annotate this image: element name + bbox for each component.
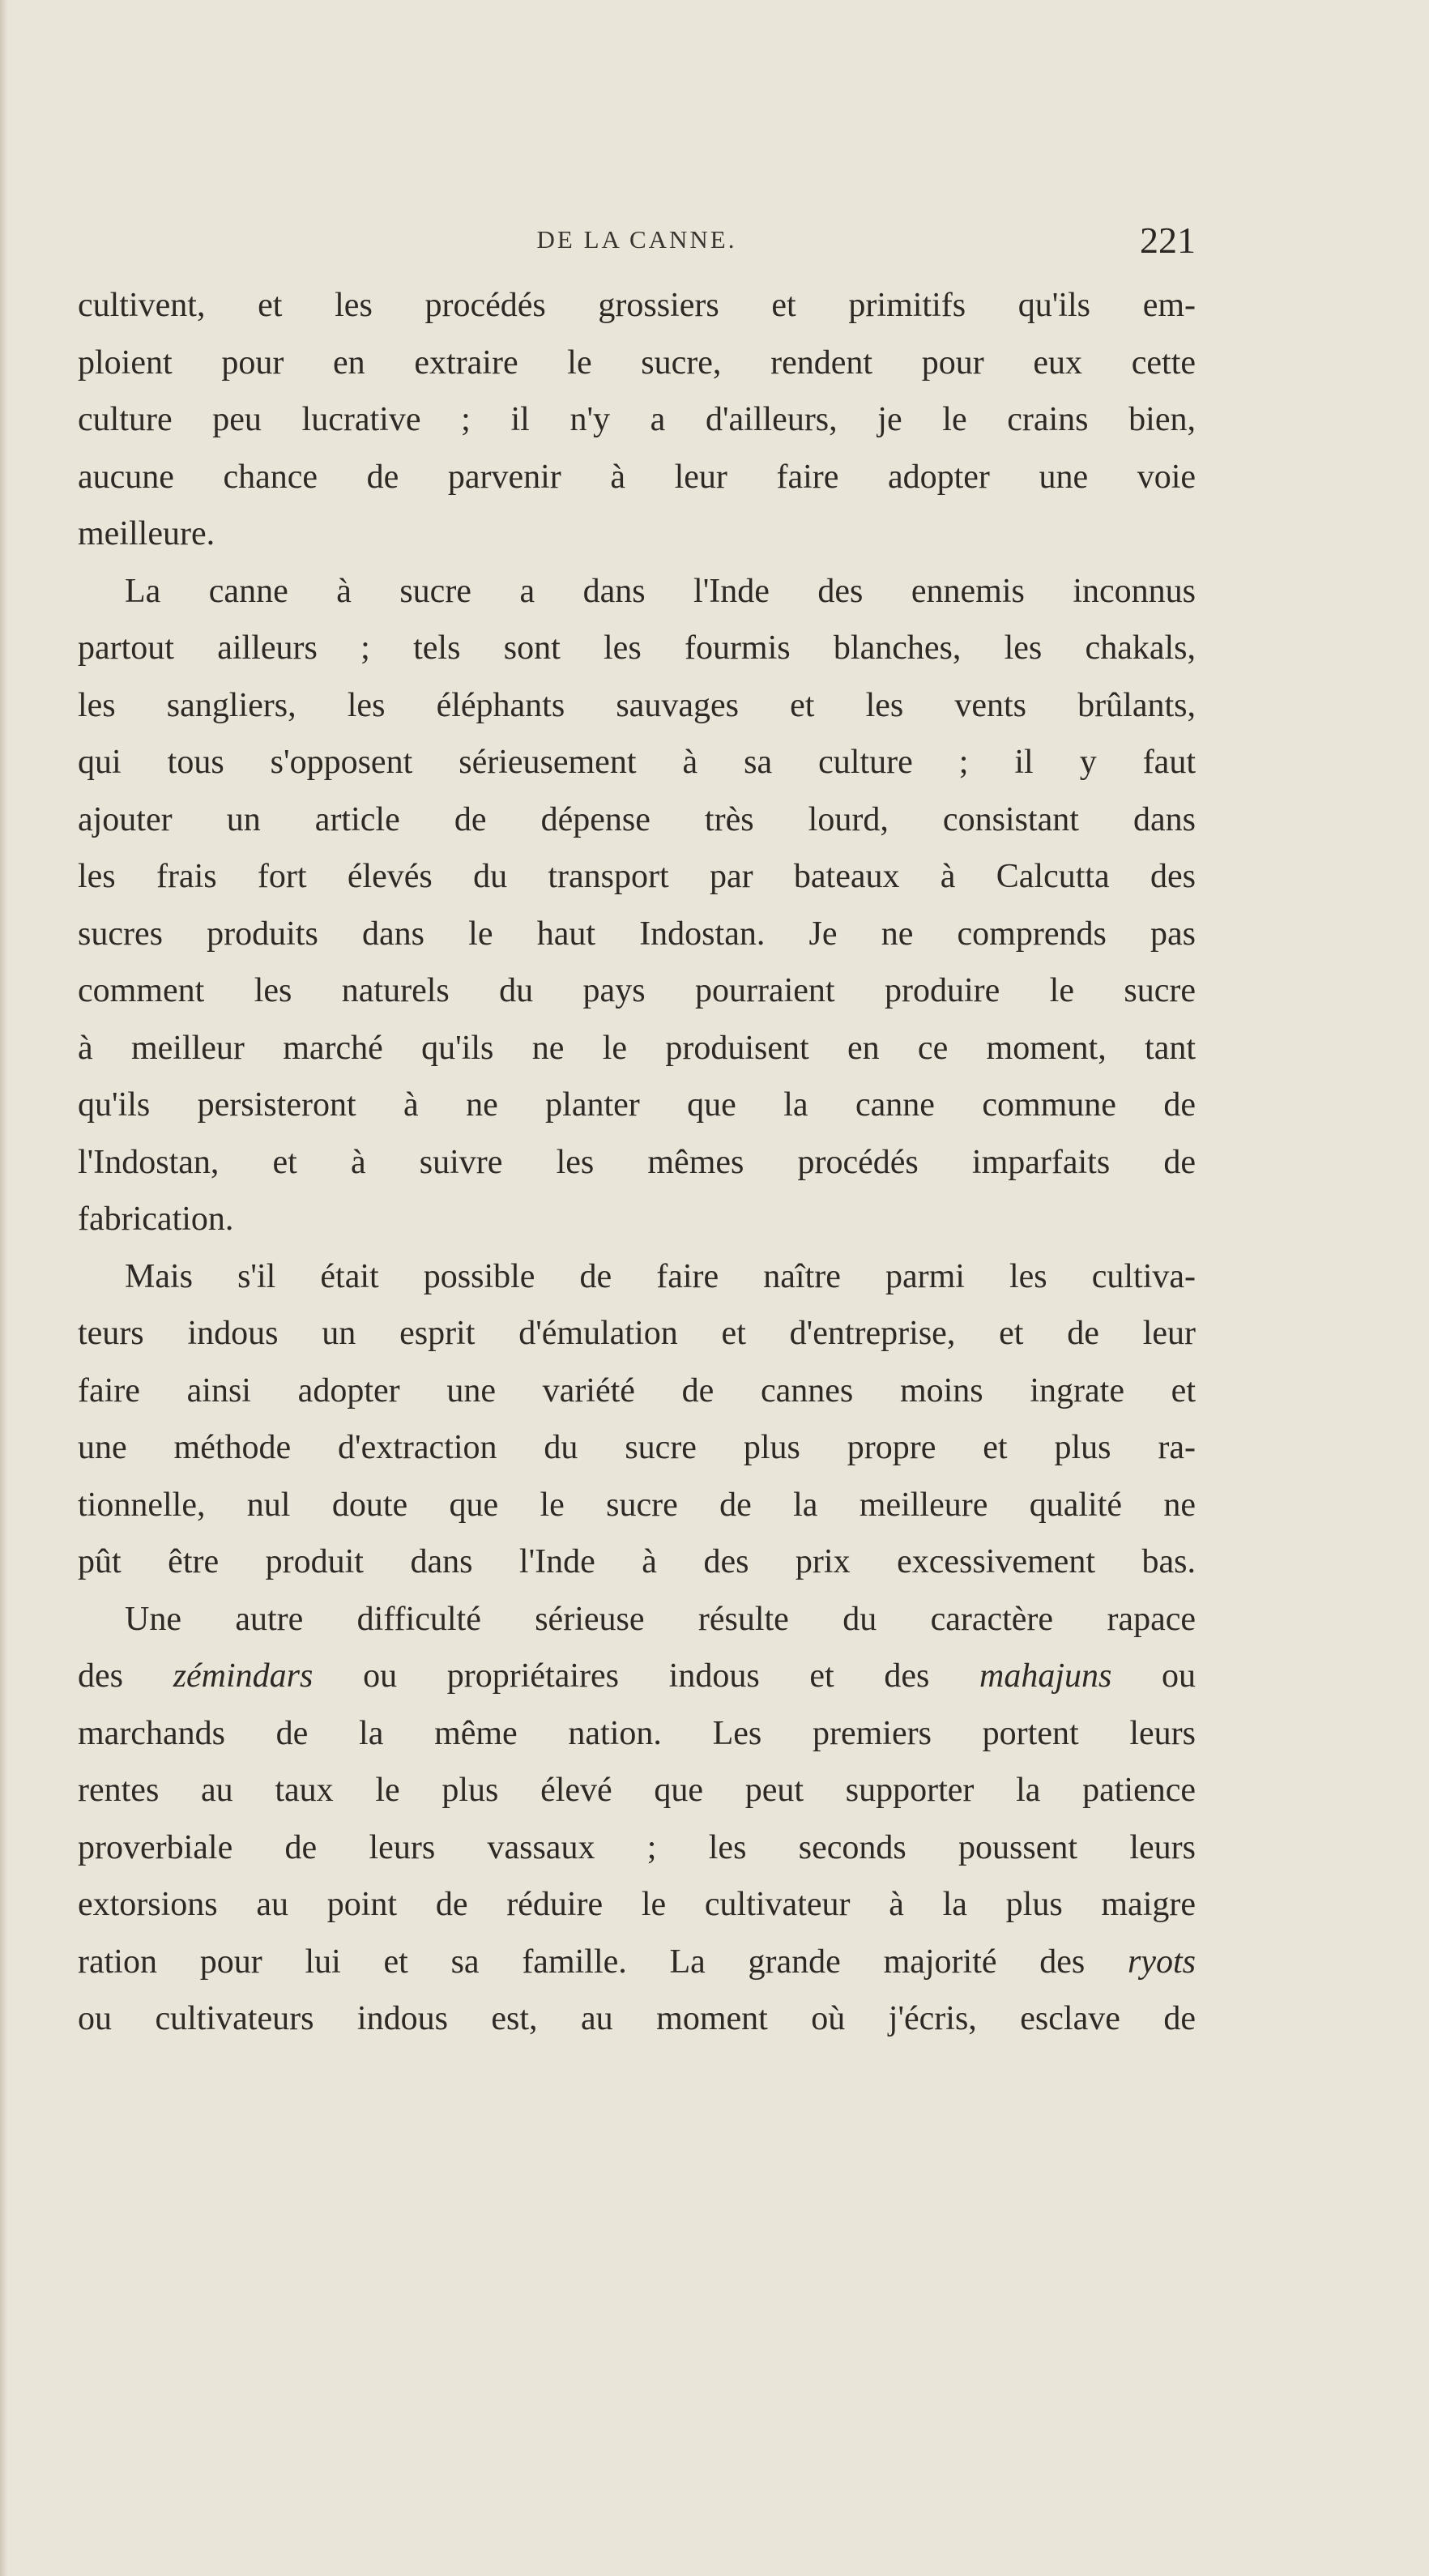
text-line: ploient pour en extraire le sucre, rendent pour eux cette [78, 343, 1196, 382]
text-line: meilleure. [78, 515, 215, 552]
text-line: tionnelle, nul doute que le sucre de la meilleure qualité ne [78, 1486, 1196, 1524]
paragraph-start-line: Une autre difficulté sérieuse résulte du caractère rapace [125, 1600, 1196, 1638]
text-line: rentes au taux le plus élevé que peut supporter la patience [78, 1772, 1196, 1809]
text-line: à meilleur marché qu'ils ne le produisent en ce moment, tant [78, 1029, 1196, 1067]
text-line: partout ailleurs ; tels sont les fourmis blanches, les chakals, [78, 629, 1196, 667]
text-fragment: ou propriétaires indous et des [363, 1657, 930, 1695]
text-line: culture peu lucrative ; il n'y a d'ailleurs, je le crains bien, [78, 401, 1196, 438]
text-line: une méthode d'extraction du sucre plus propre et plus ra- [78, 1429, 1196, 1466]
paragraph-start-line: La canne à sucre a dans l'Inde des ennemis inconnus [125, 572, 1196, 610]
text-line: les frais fort élevés du transport par bateaux à Calcutta des [78, 858, 1196, 895]
text-fragment: ou [1162, 1657, 1197, 1695]
italic-term-ryots: ryots [1128, 1943, 1197, 1981]
italic-term-zemindars: zémindars [173, 1657, 314, 1695]
text-line: l'Indostan, et à suivre les mêmes procédés imparfaits de [78, 1143, 1196, 1181]
text-line: fabrication. [78, 1201, 234, 1238]
text-line: les sangliers, les éléphants sauvages et les vents brûlants, [78, 686, 1196, 724]
text-line: ou cultivateurs indous est, au moment où j'écris, esclave de [78, 2000, 1196, 2037]
page-number: 221 [1140, 220, 1196, 261]
paragraph-start-line: Mais s'il était possible de faire naître parmi les cultiva- [125, 1257, 1196, 1295]
page-header [78, 219, 1196, 267]
page-gutter-shadow [0, 0, 8, 2576]
text-line: pût être produit dans l'Inde à des prix excessivement bas. [78, 1543, 1196, 1580]
text-line: sucres produits dans le haut Indostan. Je ne comprends pas [78, 915, 1196, 953]
text-line: teurs indous un esprit d'émulation et d'entreprise, et de leur [78, 1315, 1196, 1352]
body-text [78, 277, 1196, 2048]
text-line: aucune chance de parvenir à leur faire adopter une voie [78, 458, 1196, 496]
text-line: faire ainsi adopter une variété de cannes moins ingrate et [78, 1371, 1196, 1410]
text-line: ajouter un article de dépense très lourd, consistant dans [78, 800, 1196, 838]
text-line: cultivent, et les procédés grossiers et primitifs qu'ils em- [78, 287, 1196, 324]
text-fragment: des [78, 1657, 123, 1695]
text-line-with-italics [78, 1648, 1196, 1705]
text-line: comment les naturels du pays pourraient produire le sucre [78, 972, 1196, 1009]
italic-term-mahajuns: mahajuns [979, 1657, 1112, 1695]
running-head: DE LA CANNE. [536, 225, 737, 254]
text-line: qui tous s'opposent sérieusement à sa culture ; il y faut [78, 744, 1196, 781]
text-fragment: ration pour lui et sa famille. La grande majorité des [78, 1943, 1086, 1981]
text-line: qu'ils persisteront à ne planter que la canne commune de [78, 1086, 1196, 1124]
text-line: proverbiale de leurs vassaux ; les seconds poussent leurs [78, 1828, 1196, 1866]
text-line: marchands de la même nation. Les premiers portent leurs [78, 1714, 1196, 1752]
text-line-with-italics [78, 1934, 1196, 1991]
text-line: extorsions au point de réduire le cultivateur à la plus maigre [78, 1886, 1196, 1923]
